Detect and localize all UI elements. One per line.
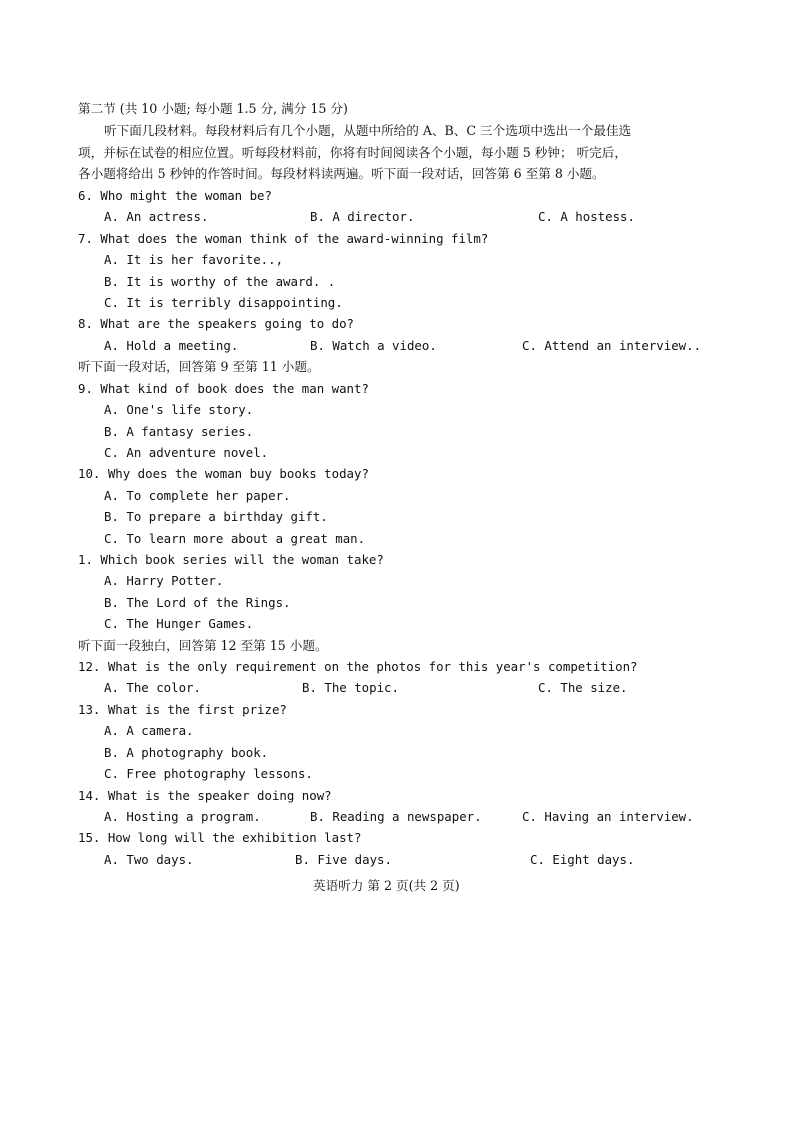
question-14-option-a: A. Hosting a program. (104, 809, 261, 824)
question-12-stem: 12. What is the only requirement on the photos for this year's competition? (78, 659, 638, 674)
question-9-option-a: A. One's life story. (104, 402, 254, 417)
question-9-option-c: C. An adventure novel. (104, 445, 269, 460)
question-14-option-c: C. Having an interview. (522, 809, 694, 824)
question-13-option-b: B. A photography book. (104, 745, 269, 760)
question-7-option-a: A. It is her favorite.., (104, 252, 284, 267)
question-13-option-c: C. Free photography lessons. (104, 766, 313, 781)
question-10-stem: 10. Why does the woman buy books today? (78, 466, 369, 481)
instructions-line-2: 项，并标在试卷的相应位置。听每段材料前，你将有时间阅读各个小题，每小题 5 秒钟； 听完后， (78, 145, 627, 160)
section-heading: 第二节 (共 10 小题; 每小题 1.5 分, 满分 15 分) (78, 101, 348, 116)
question-14-option-b: B. Reading a newspaper. (310, 809, 482, 824)
question-7-option-c: C. It is terribly disappointing. (104, 295, 343, 310)
question-8-option-a: A. Hold a meeting. (104, 338, 239, 353)
question-11-stem: 1. Which book series will the woman take? (78, 552, 384, 567)
question-11-option-c: C. The Hunger Games. (104, 616, 254, 631)
question-9-option-b: B. A fantasy series. (104, 424, 254, 439)
question-12-option-b: B. The topic. (302, 680, 399, 695)
question-12-option-c: C. The size. (538, 680, 628, 695)
question-6-option-c: C. A hostess. (538, 209, 635, 224)
question-13-stem: 13. What is the first prize? (78, 702, 287, 717)
question-15-option-a: A. Two days. (104, 852, 194, 867)
question-15-option-c: C. Eight days. (530, 852, 635, 867)
question-10-option-c: C. To learn more about a great man. (104, 531, 366, 546)
question-12-option-a: A. The color. (104, 680, 201, 695)
question-13-option-a: A. A camera. (104, 723, 194, 738)
instructions-line-3: 各小题将给出 5 秒钟的作答时间。每段材料读两遍。听下面一段对话，回答第 6 至第 8 小题。 (78, 166, 605, 181)
question-7-stem: 7. What does the woman think of the award-winning film? (78, 231, 489, 246)
direction-monologue-12-15: 听下面一段独白，回答第 12 至第 15 小题。 (78, 638, 328, 653)
question-6-option-a: A. An actress. (104, 209, 209, 224)
direction-dialogue-9-11: 听下面一段对话，回答第 9 至第 11 小题。 (78, 359, 320, 374)
question-15-option-b: B. Five days. (295, 852, 392, 867)
question-6-stem: 6. Who might the woman be? (78, 188, 272, 203)
question-8-option-b: B. Watch a video. (310, 338, 437, 353)
question-6-option-b: B. A director. (310, 209, 415, 224)
page-footer: 英语听力 第 2 页(共 2 页) (313, 878, 460, 893)
question-7-option-b: B. It is worthy of the award. . (104, 274, 336, 289)
question-10-option-b: B. To prepare a birthday gift. (104, 509, 328, 524)
question-8-stem: 8. What are the speakers going to do? (78, 316, 355, 331)
question-8-option-c: C. Attend an interview.. (522, 338, 702, 353)
question-11-option-b: B. The Lord of the Rings. (104, 595, 291, 610)
instructions-line-1: 听下面几段材料。每段材料后有几个小题，从题中所给的 A、B、C 三个选项中选出一个最佳选 (104, 123, 632, 138)
question-14-stem: 14. What is the speaker doing now? (78, 788, 332, 803)
question-15-stem: 15. How long will the exhibition last? (78, 830, 362, 845)
question-10-option-a: A. To complete her paper. (104, 488, 291, 503)
question-11-option-a: A. Harry Potter. (104, 573, 224, 588)
question-9-stem: 9. What kind of book does the man want? (78, 381, 369, 396)
